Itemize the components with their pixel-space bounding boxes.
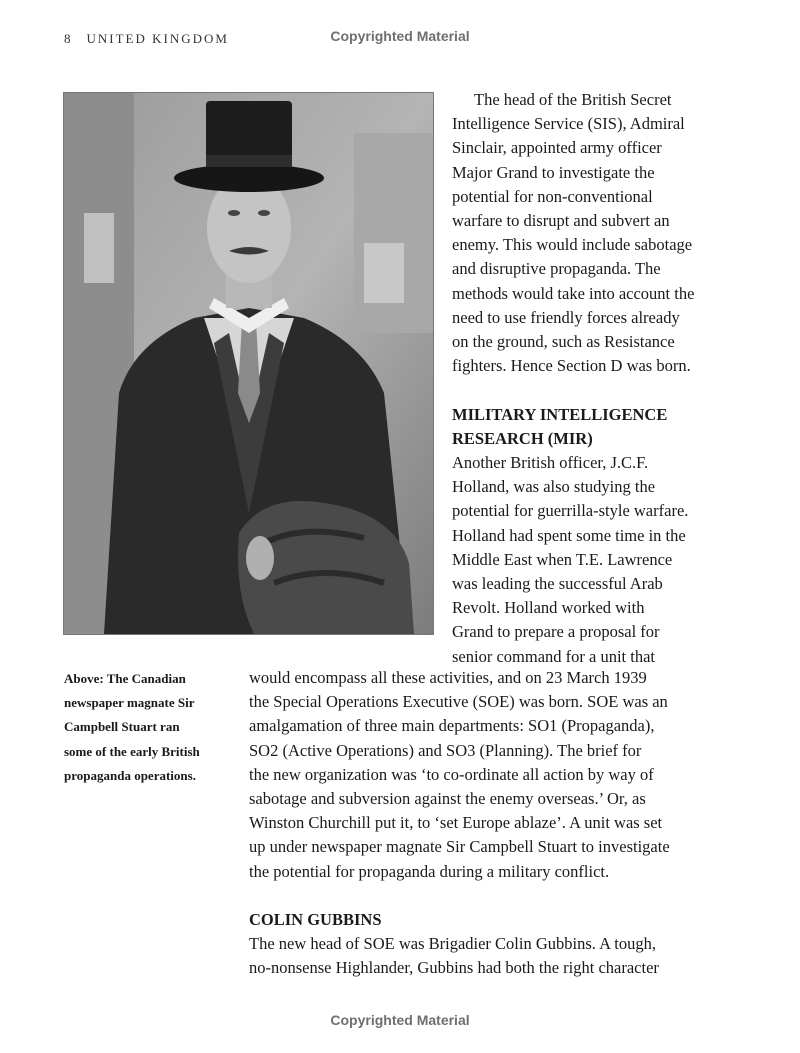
body-column-right xyxy=(452,88,742,669)
body-line: Grand to prepare a proposal for xyxy=(452,622,660,642)
body-line: fighters. Hence Section D was born. xyxy=(452,356,691,376)
body-line: Sinclair, appointed army officer xyxy=(452,138,662,158)
body-line: potential for guerrilla-style warfare. xyxy=(452,501,689,521)
section-heading-mir: RESEARCH (MIR) xyxy=(452,428,593,448)
body-line: would encompass all these activities, and on 23 March 1939 xyxy=(249,668,647,687)
body-line: Intelligence Service (SIS), Admiral xyxy=(452,114,685,134)
body-line: Winston Churchill put it, to ‘set Europe ablaze’. A unit was set xyxy=(249,813,663,833)
body-line: and disruptive propaganda. The xyxy=(452,259,661,279)
body-column-wide xyxy=(249,666,749,981)
body-line: the new organization was ‘to co-ordinate all action by way of xyxy=(249,764,654,784)
body-line: amalgamation of three main departments: SO1 (Propaganda), xyxy=(249,716,655,736)
section-heading-gubbins: COLIN GUBBINS xyxy=(249,910,382,930)
body-line: Revolt. Holland worked with xyxy=(452,598,645,618)
page-number: 8 xyxy=(64,31,73,46)
caption-line: some of the early British xyxy=(64,743,200,759)
section-heading-mir: MILITARY INTELLIGENCE xyxy=(452,404,668,424)
body-line: The new head of SOE was Brigadier Colin Gubbins. A tough, xyxy=(249,934,656,954)
body-line: the potential for propaganda during a military conflict. xyxy=(249,861,610,881)
body-line: Major Grand to investigate the xyxy=(452,162,655,182)
caption-line: newspaper magnate Sir xyxy=(64,695,195,711)
body-line: SO2 (Active Operations) and SO3 (Planning). The brief for xyxy=(249,740,642,760)
body-line: warfare to disrupt and subvert an xyxy=(452,211,670,231)
running-title: UNITED KINGDOM xyxy=(86,31,229,46)
figure-caption xyxy=(64,667,232,788)
caption-line: propaganda operations. xyxy=(64,767,196,783)
body-line: potential for non-conventional xyxy=(452,186,653,206)
body-line: Another British officer, J.C.F. xyxy=(452,453,649,473)
watermark-bottom: Copyrighted Material xyxy=(330,1012,470,1028)
caption-line: Above: The Canadian xyxy=(64,671,186,686)
body-line: the Special Operations Executive (SOE) was born. SOE was an xyxy=(249,692,668,712)
body-line: senior command for a unit that xyxy=(452,646,655,666)
body-line: enemy. This would include sabotage xyxy=(452,235,693,255)
portrait-photo xyxy=(63,92,434,635)
body-line: sabotage and subversion against the enemy overseas.’ Or, as xyxy=(249,789,646,809)
body-line: need to use friendly forces already xyxy=(452,307,680,327)
body-line: Holland, was also studying the xyxy=(452,477,656,497)
body-line: up under newspaper magnate Sir Campbell Stuart to investigate xyxy=(249,837,670,857)
watermark-top: Copyrighted Material xyxy=(330,28,470,44)
body-line: Middle East when T.E. Lawrence xyxy=(452,549,673,569)
body-line: no-nonsense Highlander, Gubbins had both the right character xyxy=(249,958,659,978)
body-line: on the ground, such as Resistance xyxy=(452,332,675,352)
body-line: was leading the successful Arab xyxy=(452,574,663,594)
caption-line: Campbell Stuart ran xyxy=(64,719,180,735)
body-line: The head of the British Secret xyxy=(474,90,672,109)
body-line: Holland had spent some time in the xyxy=(452,525,686,545)
body-line: methods would take into account the xyxy=(452,283,695,303)
